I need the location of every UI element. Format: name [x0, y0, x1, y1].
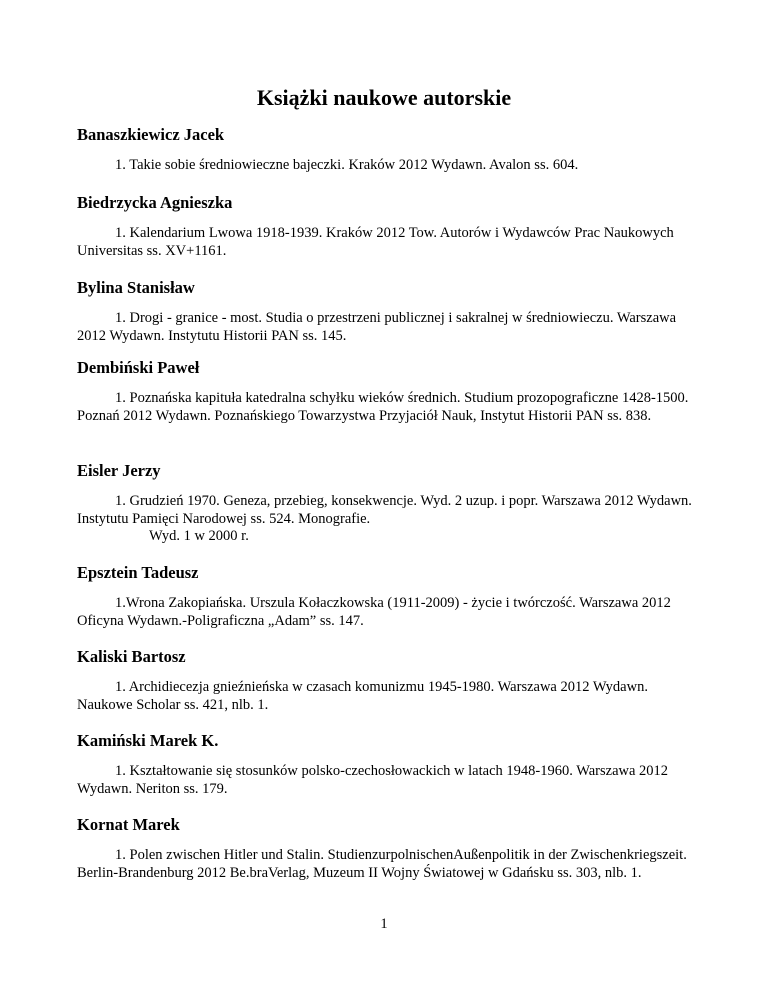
author-name: Bylina Stanisław	[77, 278, 195, 297]
entry-eisler	[77, 461, 697, 546]
page-number: 1	[380, 916, 388, 932]
author-name: Biedrzycka Agnieszka	[77, 193, 233, 212]
entry-dembinski	[77, 358, 697, 425]
author-name: Kaliski Bartosz	[77, 647, 186, 666]
author-name: Kamiński Marek K.	[77, 731, 219, 750]
page-title: Książki naukowe autorskie	[256, 85, 512, 110]
bibliography-item: 1. Archidiecezja gnieźnieńska w czasach komunizmu 1945-1980. Warszawa 2012 Wydawn. Naukowe Scholar ss. 421, nlb. 1.	[77, 679, 648, 713]
entry-banaszkiewicz	[77, 125, 697, 175]
author-name: Banaszkiewicz Jacek	[77, 125, 225, 144]
bibliography-item: 1.Wrona Zakopiańska. Urszula Kołaczkowska (1911-2009) - życie i twórczość. Warszawa 2012 Oficyna Wydawn.-Poligraficzna „Adam” ss. 147.	[77, 595, 671, 629]
bibliography-item: 1. Takie sobie średniowieczne bajeczki. Kraków 2012 Wydawn. Avalon ss. 604.	[115, 157, 579, 173]
author-name: Dembiński Paweł	[77, 358, 200, 377]
bibliography-item: 1. Drogi - granice - most. Studia o przestrzeni publicznej i sakralnej w średniowieczu. Warszawa 2012 Wydawn. Instytutu Historii PAN ss. 145.	[77, 310, 677, 344]
bibliography-item: 1. Grudzień 1970. Geneza, przebieg, konsekwencje. Wyd. 2 uzup. i popr. Warszawa 2012 Wydawn. Instytutu Pamięci Narodowej ss. 524. Monografie.	[77, 493, 692, 527]
edition-note: Wyd. 1 w 2000 r.	[149, 528, 249, 544]
author-name: Kornat Marek	[77, 815, 180, 834]
bibliography-item: 1. Kalendarium Lwowa 1918-1939. Kraków 2012 Tow. Autorów i Wydawców Prac Naukowych Universitas ss. XV+1161.	[77, 225, 674, 259]
bibliography-item: 1. Polen zwischen Hitler und Stalin. StudienzurpolnischenAußenpolitik in der Zwischenkriegszeit. Berlin-Brandenburg 2012 Be.braVerlag, Muzeum II Wojny Światowej w Gdańsku ss. 303, nlb. 1.	[77, 847, 687, 881]
author-name: Epsztein Tadeusz	[77, 563, 199, 582]
bibliography-item: 1. Kształtowanie się stosunków polsko-czechosłowackich w latach 1948-1960. Warszawa 2012 Wydawn. Neriton ss. 179.	[77, 763, 669, 797]
entry-biedrzycka	[77, 193, 697, 260]
entry-kaliski	[77, 647, 697, 714]
author-name: Eisler Jerzy	[77, 461, 161, 480]
entry-epsztein	[77, 563, 697, 630]
entry-kaminski	[77, 731, 697, 798]
entry-bylina	[77, 278, 697, 345]
entry-kornat	[77, 815, 697, 882]
bibliography-item: 1. Poznańska kapituła katedralna schyłku wieków średnich. Studium prozopograficzne 1428-1500. Poznań 2012 Wydawn. Poznańskiego Towarzystwa Przyjaciół Nauk, Instytut Historii PAN ss. 838.	[77, 390, 689, 424]
